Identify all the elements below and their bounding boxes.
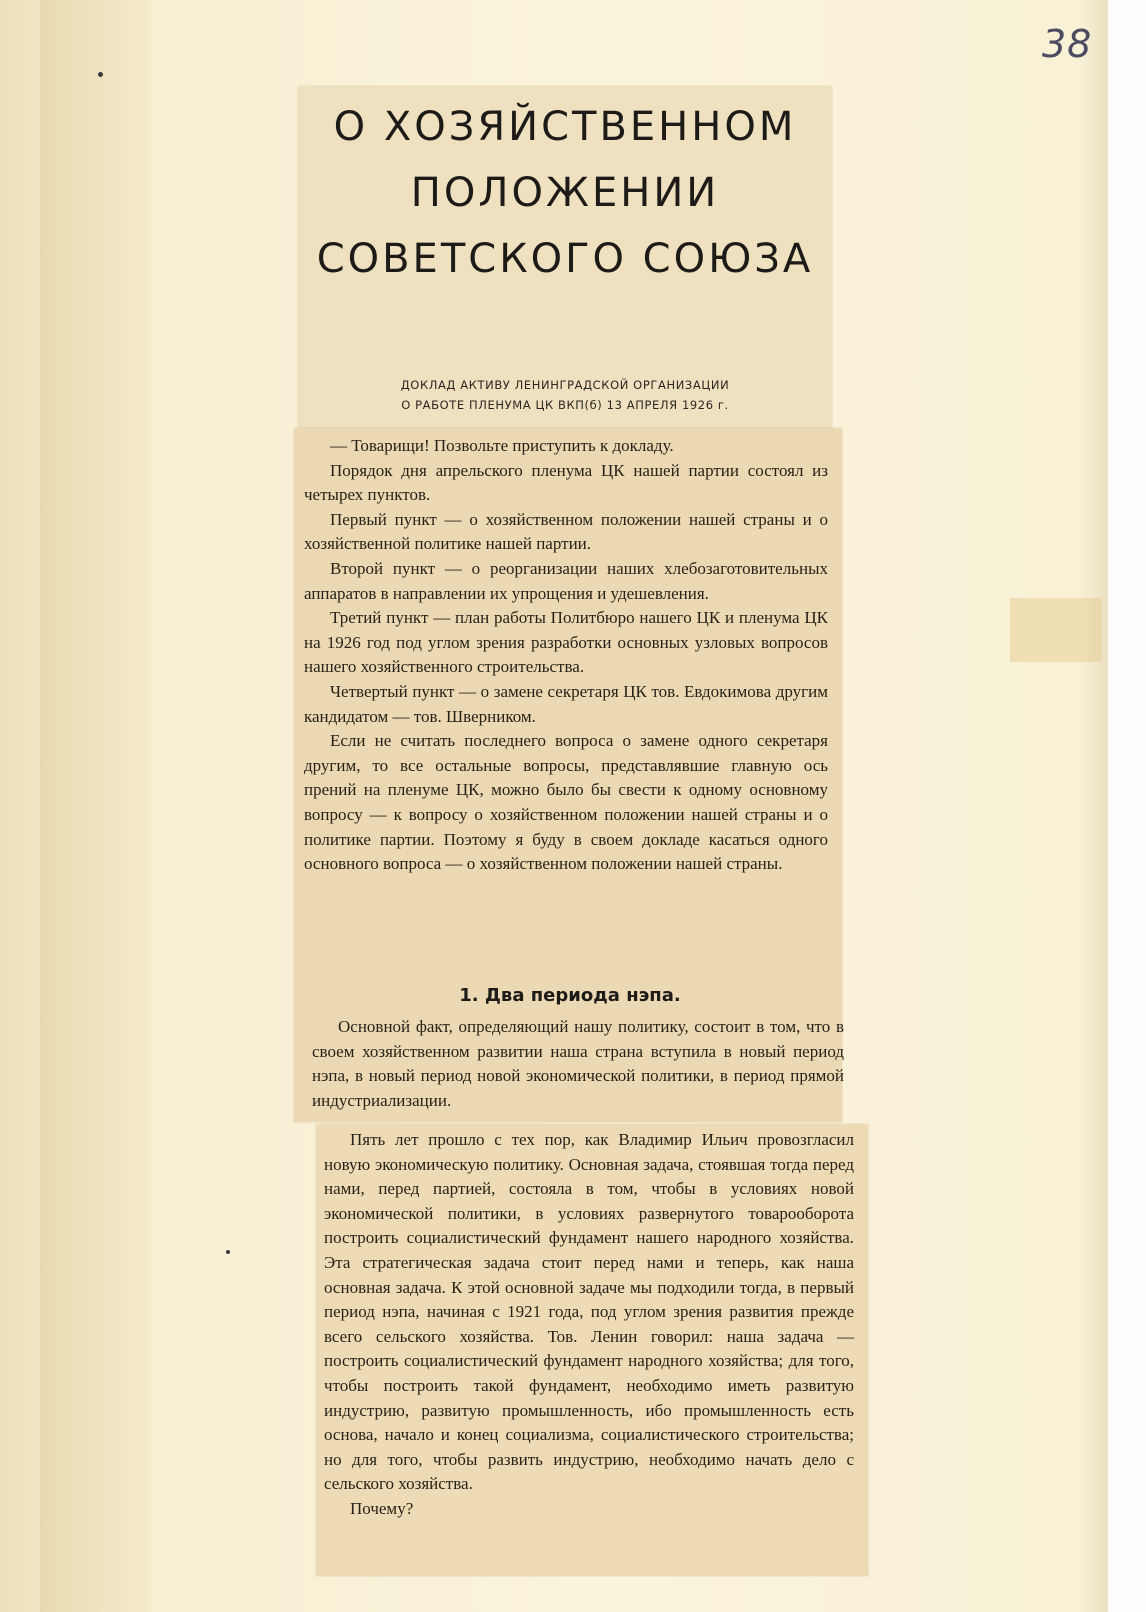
paper-fold-shadow bbox=[40, 0, 150, 1612]
paragraph: Четвертый пункт — о замене секретаря ЦК тов. Евдокимова другим кандидатом — тов. Шверником. bbox=[304, 681, 828, 726]
paragraph: Третий пункт — план работы Политбюро нашего ЦК и пленума ЦК на 1926 год под углом зрения разработки основных узловых вопросов нашего хозяйственного строительства. bbox=[304, 608, 828, 677]
paragraph: Основной факт, определяющий нашу политику, состоит в том, что в своем хозяйственном развитии наша страна вступила в новый период нэпа, в новый период новой экономической политики, в период прямой индустриализации. bbox=[312, 1017, 844, 1110]
section-text-2 bbox=[324, 1128, 854, 1522]
section-text-1 bbox=[312, 1015, 844, 1113]
scan-edge bbox=[1108, 0, 1146, 1612]
page-number: 38 bbox=[1042, 22, 1093, 66]
subtitle-line-2: О РАБОТЕ ПЛЕНУМА ЦК ВКП(б) 13 АПРЕЛЯ 1926 г. bbox=[401, 398, 729, 412]
ink-speck bbox=[226, 1250, 230, 1254]
paragraph: Пять лет прошло с тех пор, как Владимир Ильич провозгласил новую экономическую политику. Основная задача, стоявшая тогда перед нами, перед партией, состояла в том, чтобы в условиях новой экономической политики, в условиях развернутого товарооборота построить социалистический фундамент нашего народного хозяйства. Эта стратегическая задача стоит перед нами и теперь, как наша основная задача. К этой основной задаче мы подходили тогда, в первый период нэпа, начиная с 1921 года, под углом зрения развития прежде всего сельского хозяйства. Тов. Ленин говорил: наша задача — построить социалистический фундамент народного хозяйства; для того, чтобы построить такой фундамент, необходимо иметь развитую индустрию, развитую промышленность, ибо промышленность есть основа, начало и конец социализма, социалистического строительства; но для того, чтобы развить индустрию, необходимо начать дело с сельского хозяйства. bbox=[324, 1130, 854, 1494]
closing-question: Почему? bbox=[350, 1498, 414, 1518]
title-line-2: ПОЛОЖЕНИИ bbox=[410, 170, 720, 216]
title-line-3: СОВЕТСКОГО СОЮЗА bbox=[316, 236, 814, 282]
tape-stain bbox=[1010, 598, 1102, 662]
intro-text bbox=[304, 434, 828, 877]
paragraph: Порядок дня апрельского пленума ЦК нашей партии состоял из четырех пунктов. bbox=[304, 460, 828, 505]
paragraph: — Товарищи! Позвольте приступить к докладу. bbox=[330, 436, 674, 455]
paragraph: Первый пункт — о хозяйственном положении нашей страны и о хозяйственной политике нашей партии. bbox=[304, 509, 828, 554]
paragraph: Если не считать последнего вопроса о замене одного секретаря другим, то все остальные вопросы, представлявшие главную ось прений на пленуме ЦК, можно было бы свести к одному основному вопросу — к вопросу о хозяйственном положении нашей страны и о политике партии. Поэтому я буду в своем докладе касаться одного основного вопроса — о хозяйственном положении нашей страны. bbox=[304, 731, 828, 874]
section-heading: 1. Два периода нэпа. bbox=[459, 985, 681, 1006]
ink-speck bbox=[98, 72, 103, 77]
title-line-1: О ХОЗЯЙСТВЕННОМ bbox=[333, 104, 797, 150]
paragraph: Второй пункт — о реорганизации наших хлебозаготовительных аппаратов в направлении их упрощения и удешевления. bbox=[304, 558, 828, 603]
subtitle-line-1: ДОКЛАД АКТИВУ ЛЕНИНГРАДСКОЙ ОРГАНИЗАЦИИ bbox=[400, 378, 730, 392]
